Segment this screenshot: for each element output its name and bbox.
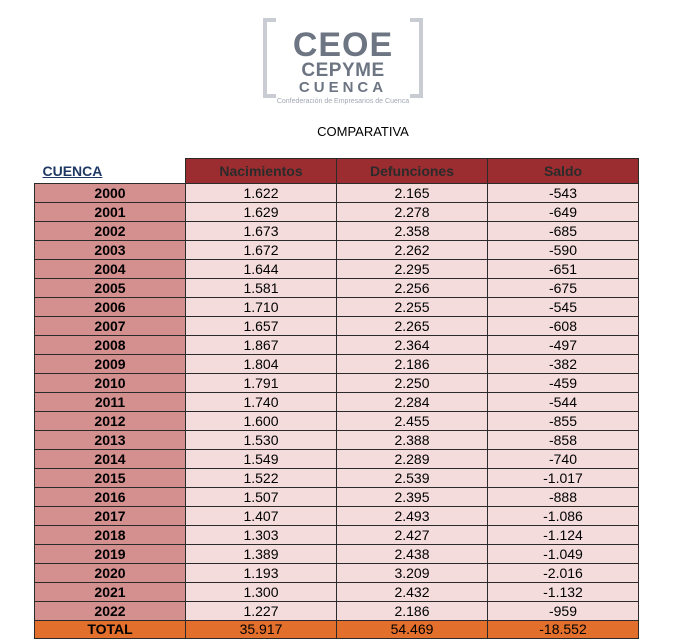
- table-row: [35, 203, 639, 222]
- total-row: [35, 621, 639, 639]
- saldo-cell: -590: [488, 241, 639, 260]
- column-header-saldo: Saldo: [488, 159, 639, 184]
- year-cell: 2022: [35, 602, 186, 621]
- saldo-cell: -1.049: [488, 545, 639, 564]
- defunciones-cell: 2.289: [337, 450, 488, 469]
- year-cell: 2019: [35, 545, 186, 564]
- nacimientos-cell: 1.867: [186, 336, 337, 355]
- column-header-defunciones: Defunciones: [337, 159, 488, 184]
- saldo-cell: -2.016: [488, 564, 639, 583]
- defunciones-cell: 2.358: [337, 222, 488, 241]
- defunciones-cell: 2.295: [337, 260, 488, 279]
- saldo-cell: -497: [488, 336, 639, 355]
- defunciones-cell: 2.186: [337, 602, 488, 621]
- year-cell: 2011: [35, 393, 186, 412]
- defunciones-cell: 2.284: [337, 393, 488, 412]
- comparison-table: [34, 158, 639, 639]
- nacimientos-cell: 1.629: [186, 203, 337, 222]
- defunciones-cell: 2.395: [337, 488, 488, 507]
- saldo-cell: -888: [488, 488, 639, 507]
- logo-cepyme-text: CEPYME: [301, 60, 385, 81]
- year-cell: 2004: [35, 260, 186, 279]
- year-cell: 2008: [35, 336, 186, 355]
- saldo-cell: -545: [488, 298, 639, 317]
- table-row: [35, 317, 639, 336]
- nacimientos-cell: 1.710: [186, 298, 337, 317]
- saldo-cell: -1.086: [488, 507, 639, 526]
- year-cell: 2006: [35, 298, 186, 317]
- table-row: [35, 526, 639, 545]
- defunciones-cell: 2.250: [337, 374, 488, 393]
- nacimientos-cell: 1.303: [186, 526, 337, 545]
- saldo-cell: -382: [488, 355, 639, 374]
- table-row: [35, 298, 639, 317]
- nacimientos-cell: 1.740: [186, 393, 337, 412]
- year-cell: 2005: [35, 279, 186, 298]
- defunciones-cell: 3.209: [337, 564, 488, 583]
- saldo-cell: -649: [488, 203, 639, 222]
- defunciones-cell: 2.427: [337, 526, 488, 545]
- year-cell: 2000: [35, 184, 186, 203]
- saldo-cell: -740: [488, 450, 639, 469]
- table-row: [35, 583, 639, 602]
- year-cell: 2015: [35, 469, 186, 488]
- defunciones-cell: 2.438: [337, 545, 488, 564]
- nacimientos-cell: 1.804: [186, 355, 337, 374]
- table-header-row: [35, 159, 639, 184]
- nacimientos-cell: 1.407: [186, 507, 337, 526]
- table-row: [35, 222, 639, 241]
- page-title: COMPARATIVA: [317, 124, 409, 139]
- defunciones-cell: 2.455: [337, 412, 488, 431]
- defunciones-cell: 2.539: [337, 469, 488, 488]
- total-nacimientos: 35.917: [186, 621, 337, 639]
- nacimientos-cell: 1.644: [186, 260, 337, 279]
- table-row: [35, 279, 639, 298]
- table-row: [35, 393, 639, 412]
- defunciones-cell: 2.255: [337, 298, 488, 317]
- saldo-cell: -651: [488, 260, 639, 279]
- saldo-cell: -855: [488, 412, 639, 431]
- year-cell: 2003: [35, 241, 186, 260]
- table-row: [35, 374, 639, 393]
- nacimientos-cell: 1.672: [186, 241, 337, 260]
- table-body: [35, 184, 639, 639]
- year-cell: 2017: [35, 507, 186, 526]
- nacimientos-cell: 1.530: [186, 431, 337, 450]
- year-cell: 2021: [35, 583, 186, 602]
- saldo-cell: -675: [488, 279, 639, 298]
- table-row: [35, 545, 639, 564]
- table-row: [35, 260, 639, 279]
- nacimientos-cell: 1.581: [186, 279, 337, 298]
- saldo-cell: -858: [488, 431, 639, 450]
- table-row: [35, 507, 639, 526]
- table-row: [35, 355, 639, 374]
- defunciones-cell: 2.493: [337, 507, 488, 526]
- logo-ceoe-text: CEOE: [292, 26, 394, 64]
- year-cell: 2018: [35, 526, 186, 545]
- nacimientos-cell: 1.193: [186, 564, 337, 583]
- year-cell: 2014: [35, 450, 186, 469]
- table-row: [35, 488, 639, 507]
- total-defunciones: 54.469: [337, 621, 488, 639]
- column-header-nacimientos: Nacimientos: [186, 159, 337, 184]
- defunciones-cell: 2.364: [337, 336, 488, 355]
- region-label: CUENCA: [35, 159, 186, 184]
- year-cell: 2020: [35, 564, 186, 583]
- defunciones-cell: 2.186: [337, 355, 488, 374]
- saldo-cell: -459: [488, 374, 639, 393]
- table-row: [35, 412, 639, 431]
- nacimientos-cell: 1.673: [186, 222, 337, 241]
- nacimientos-cell: 1.507: [186, 488, 337, 507]
- defunciones-cell: 2.256: [337, 279, 488, 298]
- saldo-cell: -608: [488, 317, 639, 336]
- nacimientos-cell: 1.522: [186, 469, 337, 488]
- defunciones-cell: 2.265: [337, 317, 488, 336]
- table-row: [35, 431, 639, 450]
- table-row: [35, 450, 639, 469]
- defunciones-cell: 2.278: [337, 203, 488, 222]
- saldo-cell: -1.017: [488, 469, 639, 488]
- year-cell: 2009: [35, 355, 186, 374]
- nacimientos-cell: 1.227: [186, 602, 337, 621]
- table-row: [35, 602, 639, 621]
- year-cell: 2016: [35, 488, 186, 507]
- saldo-cell: -544: [488, 393, 639, 412]
- year-cell: 2012: [35, 412, 186, 431]
- year-cell: 2007: [35, 317, 186, 336]
- nacimientos-cell: 1.600: [186, 412, 337, 431]
- nacimientos-cell: 1.389: [186, 545, 337, 564]
- defunciones-cell: 2.432: [337, 583, 488, 602]
- logo-tagline: Confederación de Empresarios de Cuenca: [276, 98, 410, 105]
- table-row: [35, 469, 639, 488]
- total-label: TOTAL: [35, 621, 186, 639]
- defunciones-cell: 2.165: [337, 184, 488, 203]
- table-row: [35, 241, 639, 260]
- logo-cuenca-text: CUENCA: [298, 79, 388, 96]
- saldo-cell: -543: [488, 184, 639, 203]
- table-row: [35, 336, 639, 355]
- saldo-cell: -1.124: [488, 526, 639, 545]
- defunciones-cell: 2.388: [337, 431, 488, 450]
- year-cell: 2001: [35, 203, 186, 222]
- table-row: [35, 184, 639, 203]
- defunciones-cell: 2.262: [337, 241, 488, 260]
- nacimientos-cell: 1.657: [186, 317, 337, 336]
- saldo-cell: -1.132: [488, 583, 639, 602]
- ceoe-cepyme-logo: [262, 18, 424, 106]
- saldo-cell: -685: [488, 222, 639, 241]
- nacimientos-cell: 1.549: [186, 450, 337, 469]
- year-cell: 2010: [35, 374, 186, 393]
- table-row: [35, 564, 639, 583]
- nacimientos-cell: 1.791: [186, 374, 337, 393]
- year-cell: 2013: [35, 431, 186, 450]
- total-saldo: -18.552: [488, 621, 639, 639]
- nacimientos-cell: 1.622: [186, 184, 337, 203]
- saldo-cell: -959: [488, 602, 639, 621]
- nacimientos-cell: 1.300: [186, 583, 337, 602]
- year-cell: 2002: [35, 222, 186, 241]
